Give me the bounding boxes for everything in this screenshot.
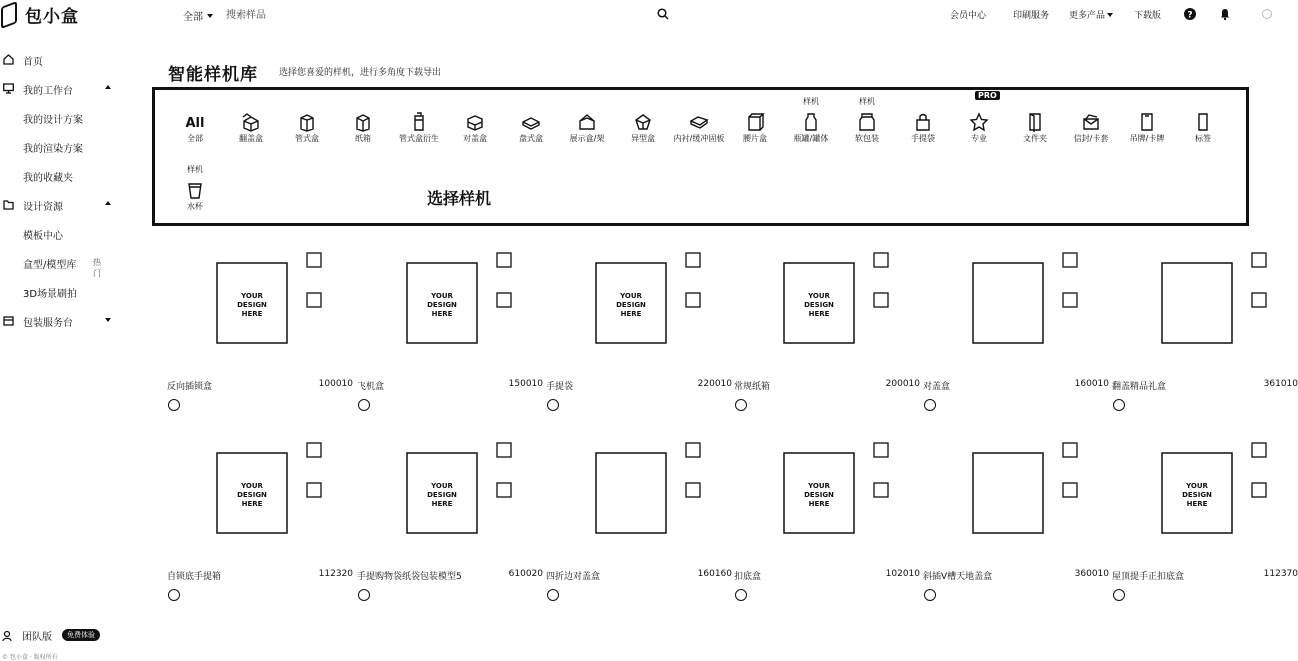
svg-text:All: All: [185, 116, 205, 131]
select-radio[interactable]: [168, 589, 180, 601]
design-placeholder-text: HERE: [431, 500, 453, 508]
sidebar-item-templates[interactable]: [23, 227, 63, 242]
pro-badge: PRO: [975, 91, 1000, 100]
category-label: 瓶罐/罐体: [793, 134, 829, 143]
category-tube-box[interactable]: [279, 112, 335, 143]
sidebar-item-design-resources[interactable]: [3, 198, 113, 213]
mockup-name: 对盖盒: [923, 382, 951, 392]
page-subtitle: 选择您喜爱的样机，进行多角度下载导出: [279, 68, 442, 78]
design-placeholder-text: YOUR: [808, 292, 830, 300]
category-lid-box[interactable]: [447, 112, 503, 143]
category-label: 文件夹: [1023, 134, 1047, 143]
design-placeholder-text: YOUR: [241, 482, 263, 490]
chevron-down-icon: [105, 318, 111, 322]
mockup-code: 200010: [885, 379, 920, 389]
category-tube-derived[interactable]: [391, 112, 447, 143]
mockup-tag: 样机: [803, 97, 819, 106]
category-envelope[interactable]: [1063, 112, 1119, 143]
special-box-icon: [633, 112, 653, 132]
mockup-thumbnail[interactable]: [546, 243, 732, 353]
carton-icon: [353, 112, 373, 132]
design-placeholder-text: HERE: [808, 500, 830, 508]
design-placeholder-text: DESIGN: [427, 491, 457, 499]
mockup-thumbnail[interactable]: [734, 433, 920, 543]
mockup-thumbnail[interactable]: [546, 433, 732, 543]
category-label: 管式盒: [295, 134, 319, 143]
team-version-link[interactable]: [0, 628, 52, 643]
nav-print-service[interactable]: [1013, 8, 1049, 21]
category-label: 全部: [187, 134, 203, 143]
page-title: 智能样机库: [168, 65, 258, 85]
mockup-code: 150010: [508, 379, 543, 389]
pro-icon: [969, 112, 989, 132]
mockup-thumbnail[interactable]: [357, 433, 543, 543]
category-carton[interactable]: [335, 112, 391, 143]
mockup-thumbnail[interactable]: [923, 433, 1109, 543]
mockup-name: 飞机盒: [357, 382, 385, 392]
mockup-code: 100010: [318, 379, 353, 389]
mockup-code: 361010: [1263, 379, 1298, 389]
mockup-code: 112370: [1263, 569, 1298, 579]
select-radio[interactable]: [547, 589, 559, 601]
sidebar-item-model-library[interactable]: [23, 256, 101, 278]
category-display-box[interactable]: [559, 112, 615, 143]
team-label: 团队版: [22, 632, 52, 643]
soft-pack-icon: [857, 112, 877, 132]
search-icon[interactable]: [657, 8, 669, 20]
category-label: 异型盒: [631, 134, 655, 143]
design-placeholder-text: YOUR: [620, 292, 642, 300]
mockup-name: 反向插锁盒: [167, 382, 213, 392]
design-placeholder-text: HERE: [620, 310, 642, 318]
mockup-tag: 样机: [859, 97, 875, 106]
help-icon[interactable]: [1184, 8, 1196, 20]
category-flip-box[interactable]: [223, 112, 279, 143]
team-icon: [2, 630, 14, 642]
tube-box-icon: [297, 112, 317, 132]
service-icon: [3, 315, 14, 326]
mockup-name: 扣底盒: [734, 572, 762, 582]
footer-text: © 包小盒 · 版权所有: [2, 654, 58, 661]
design-placeholder-text: YOUR: [1186, 482, 1208, 490]
category-folder[interactable]: [1007, 112, 1063, 143]
select-radio[interactable]: [735, 399, 747, 411]
select-radio[interactable]: [358, 589, 370, 601]
sidebar-item-favorites[interactable]: [23, 169, 73, 184]
nav-label: 下载版: [1134, 11, 1162, 21]
category-label: 标签: [1195, 134, 1211, 143]
nav-more-products[interactable]: [1069, 8, 1113, 21]
select-radio[interactable]: [1113, 399, 1125, 411]
category-label: 对盖盒: [463, 134, 487, 143]
category-label: 翻盖盒: [239, 134, 263, 143]
design-placeholder-text: HERE: [808, 310, 830, 318]
nav-download[interactable]: [1134, 8, 1161, 21]
design-placeholder-text: DESIGN: [804, 301, 834, 309]
mockup-code: 160010: [1074, 379, 1109, 389]
category-label: 软包装: [855, 134, 879, 143]
search-scope-label: 全部: [183, 12, 203, 23]
search-scope-dropdown[interactable]: [183, 8, 213, 23]
sidebar-item-label: 我的收藏夹: [23, 173, 73, 184]
search-input[interactable]: [226, 6, 646, 24]
mockup-code: 220010: [697, 379, 732, 389]
monitor-icon: [3, 83, 14, 94]
sidebar-item-3d-scene[interactable]: [23, 285, 77, 300]
design-placeholder-text: HERE: [431, 310, 453, 318]
category-bottle[interactable]: [783, 97, 839, 143]
sidebar-item-packaging-service[interactable]: [3, 314, 113, 329]
select-radio[interactable]: [735, 589, 747, 601]
category-label: 腰片盒: [743, 134, 767, 143]
sidebar-item-label: 我的渲染方案: [23, 144, 83, 155]
category-tray-box[interactable]: [503, 112, 559, 143]
category-bag[interactable]: [895, 112, 951, 143]
sidebar-item-my-renders[interactable]: [23, 140, 83, 155]
bell-icon[interactable]: [1219, 8, 1231, 20]
insert-icon: [689, 112, 709, 132]
sidebar-item-label: 模板中心: [23, 231, 63, 242]
category-label: 吊牌/卡牌: [1129, 134, 1165, 143]
mockup-code: 112320: [318, 569, 353, 579]
sidebar-item-label: 我的工作台: [23, 86, 73, 97]
chevron-down-icon: [1107, 13, 1113, 17]
hot-tag: 热门: [93, 258, 101, 278]
bottle-icon: [801, 112, 821, 132]
mockup-name: 自锁底手提箱: [167, 572, 222, 582]
category-label: 内衬/缓冲固板: [673, 134, 725, 143]
mockup-code: 610020: [508, 569, 543, 579]
category-label: 展示盒/架: [569, 134, 605, 143]
sidebar-item-home[interactable]: [3, 53, 43, 68]
category-label: 盘式盒: [519, 134, 543, 143]
category-tag-card[interactable]: [1119, 112, 1175, 143]
mockup-tag: 样机: [187, 165, 203, 174]
category-label: 管式盒衍生: [399, 134, 439, 143]
sidebar-item-label: 包装服务台: [23, 318, 73, 329]
category-label: 信封/卡套: [1073, 134, 1109, 143]
flip-box-icon: [241, 112, 261, 132]
nav-label: 会员中心: [950, 11, 987, 21]
design-placeholder-text: DESIGN: [616, 301, 646, 309]
sidebar-item-label: 我的设计方案: [23, 115, 83, 126]
tray-box-icon: [521, 112, 541, 132]
select-radio[interactable]: [358, 399, 370, 411]
category-pro[interactable]: [951, 91, 1007, 143]
select-radio[interactable]: [924, 399, 936, 411]
category-special-box[interactable]: [615, 112, 671, 143]
logo[interactable]: [0, 2, 79, 27]
design-placeholder-text: DESIGN: [237, 301, 267, 309]
chevron-up-icon: [105, 85, 111, 89]
mockup-thumbnail[interactable]: [1112, 243, 1298, 353]
sidebar-item-label: 首页: [23, 57, 43, 68]
mockup-code: 360010: [1074, 569, 1109, 579]
mockup-category-panel: [152, 87, 1249, 226]
category-cup[interactable]: [167, 165, 223, 211]
mockup-name: 四折边对盖盒: [546, 572, 601, 582]
category-label: 水杯: [187, 202, 203, 211]
mockup-thumbnail[interactable]: [734, 243, 920, 353]
design-placeholder-text: YOUR: [431, 292, 453, 300]
mockup-name: 斜插V槽天地盖盒: [923, 572, 993, 582]
category-label: 专业: [971, 134, 987, 143]
nav-label: 印刷服务: [1013, 11, 1050, 21]
mockup-name: 屋顶提手正扣底盒: [1112, 572, 1185, 582]
tag-card-icon: [1137, 112, 1157, 132]
design-placeholder-text: HERE: [1186, 500, 1208, 508]
category-all[interactable]: [167, 112, 223, 143]
design-placeholder-text: DESIGN: [427, 301, 457, 309]
design-placeholder-text: DESIGN: [804, 491, 834, 499]
logo-icon: [1, 1, 17, 29]
design-placeholder-text: YOUR: [241, 292, 263, 300]
envelope-icon: [1081, 112, 1101, 132]
sidebar-item-label: 盒型/模型库: [23, 260, 77, 271]
design-placeholder-text: YOUR: [431, 482, 453, 490]
category-label: 纸箱: [355, 134, 371, 143]
mockup-thumbnail[interactable]: [167, 433, 353, 543]
all-icon: [185, 112, 205, 132]
design-placeholder-text: HERE: [241, 310, 263, 318]
select-radio[interactable]: [1113, 589, 1125, 601]
chevron-up-icon: [105, 201, 111, 205]
category-soft-pack[interactable]: [839, 97, 895, 143]
label-icon: [1193, 112, 1213, 132]
select-radio[interactable]: [168, 399, 180, 411]
mockup-code: 160160: [697, 569, 732, 579]
design-placeholder-text: DESIGN: [237, 491, 267, 499]
select-radio[interactable]: [924, 589, 936, 601]
avatar[interactable]: [1262, 9, 1272, 19]
category-label: 手提袋: [911, 134, 935, 143]
free-trial-badge[interactable]: 免费体验: [62, 629, 100, 641]
mockup-thumbnail[interactable]: [1112, 433, 1298, 543]
svg-text:?: ?: [1187, 10, 1193, 21]
home-icon: [3, 54, 14, 65]
sleeve-box-icon: [745, 112, 765, 132]
mockup-code: 102010: [885, 569, 920, 579]
category-insert[interactable]: [671, 112, 727, 143]
sidebar-item-label: 设计资源: [23, 202, 63, 213]
mockup-thumbnail[interactable]: [167, 243, 353, 353]
sidebar-item-my-designs[interactable]: [23, 111, 83, 126]
tube-derived-icon: [409, 112, 429, 132]
mockup-name: 手提购物袋纸袋包装模型5: [357, 572, 462, 582]
nav-label: 更多产品: [1069, 11, 1106, 21]
select-radio[interactable]: [547, 399, 559, 411]
category-sleeve-box[interactable]: [727, 112, 783, 143]
mockup-name: 常规纸箱: [734, 382, 771, 392]
logo-text: 包小盒: [25, 7, 79, 27]
select-mockup-label: 选择样机: [427, 189, 492, 208]
mockup-thumbnail[interactable]: [357, 243, 543, 353]
design-placeholder-text: DESIGN: [1182, 491, 1212, 499]
design-placeholder-text: YOUR: [808, 482, 830, 490]
mockup-thumbnail[interactable]: [923, 243, 1109, 353]
lid-box-icon: [465, 112, 485, 132]
chevron-down-icon: [207, 14, 213, 18]
display-box-icon: [577, 112, 597, 132]
folder-icon: [1025, 112, 1045, 132]
resource-icon: [3, 199, 14, 210]
sidebar-item-workspace[interactable]: [3, 82, 113, 97]
sidebar-item-label: 3D场景刷拍: [23, 289, 78, 300]
category-label[interactable]: [1175, 112, 1231, 143]
mockup-name: 手提袋: [546, 382, 574, 392]
mockup-name: 翻盖精品礼盒: [1112, 382, 1167, 392]
nav-member-center[interactable]: [950, 8, 986, 21]
cup-icon: [185, 180, 205, 200]
bag-icon: [913, 112, 933, 132]
design-placeholder-text: HERE: [241, 500, 263, 508]
top-header: [0, 0, 1280, 30]
